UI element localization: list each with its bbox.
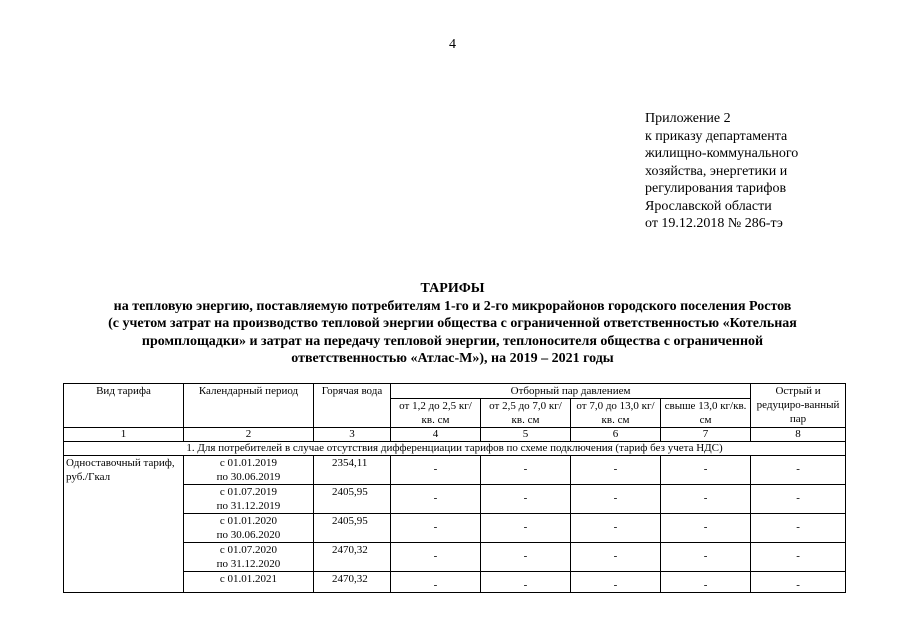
period-cell <box>184 456 314 485</box>
appendix-line: регулирования тарифов <box>645 181 787 196</box>
column-number-row <box>64 428 846 442</box>
heading-line: ответственностью «Атлас-М»), на 2019 – 2021 годы <box>291 351 614 366</box>
steam-3-value: - <box>571 572 661 593</box>
period-to: по 30.06.2020 <box>216 529 281 541</box>
period-cell <box>184 514 314 543</box>
steam-2-value: - <box>481 572 571 593</box>
period-to: по 30.06.2019 <box>216 471 281 483</box>
header-hot-water: Горячая вода <box>314 384 391 428</box>
period-from: с 01.07.2020 <box>219 544 278 556</box>
header-steam-1: от 1,2 до 2,5 кг/кв. см <box>391 399 481 428</box>
steam-1-value: - <box>391 485 481 514</box>
hot-water-value: 2470,32 <box>314 572 391 593</box>
column-number: 1 <box>64 428 184 442</box>
period-from: с 01.07.2019 <box>219 486 278 498</box>
heading-title: ТАРИФЫ <box>420 281 485 296</box>
steam-2-value: - <box>481 456 571 485</box>
period-cell <box>184 543 314 572</box>
appendix-block <box>645 110 895 233</box>
sharp-steam-value: - <box>751 456 846 485</box>
column-number: 6 <box>571 428 661 442</box>
steam-3-value: - <box>571 485 661 514</box>
page-number: 4 <box>449 37 456 52</box>
period-from: с 01.01.2021 <box>219 573 278 585</box>
steam-4-value: - <box>661 514 751 543</box>
appendix-line: Ярославской области <box>645 198 772 214</box>
column-number: 5 <box>481 428 571 442</box>
steam-1-value: - <box>391 514 481 543</box>
hot-water-value: 2405,95 <box>314 485 391 514</box>
steam-2-value: - <box>481 514 571 543</box>
document-heading <box>40 280 865 368</box>
column-number: 7 <box>661 428 751 442</box>
sharp-steam-value: - <box>751 572 846 593</box>
sharp-steam-value: - <box>751 514 846 543</box>
hot-water-value: 2405,95 <box>314 514 391 543</box>
section-row <box>64 442 846 456</box>
appendix-line: жилищно-коммунального <box>645 146 799 161</box>
steam-4-value: - <box>661 543 751 572</box>
tariff-table <box>63 383 846 593</box>
appendix-line: от 19.12.2018 № 286-тэ <box>645 216 783 231</box>
period-from: с 01.01.2020 <box>219 515 278 527</box>
section-title: 1. Для потребителей в случае отсутствия дифференциации тарифов по схеме подключения (тариф без учета НДС) <box>64 442 846 456</box>
steam-2-value: - <box>481 543 571 572</box>
header-steam-3: от 7,0 до 13,0 кг/кв. см <box>571 399 661 428</box>
heading-line: (с учетом затрат на производство тепловой энергии общества с ограниченной ответственностью «Котельная <box>108 316 797 331</box>
header-sharp-steam: Острый и редуциро-ванный пар <box>751 384 846 428</box>
column-number: 4 <box>391 428 481 442</box>
header-steam-group: Отборный пар давлением <box>391 384 751 399</box>
hot-water-value: 2470,32 <box>314 543 391 572</box>
tariff-label: Одноставочный тариф, руб./Гкал <box>64 456 184 593</box>
steam-1-value: - <box>391 543 481 572</box>
steam-4-value: - <box>661 485 751 514</box>
steam-3-value: - <box>571 514 661 543</box>
steam-1-value: - <box>391 456 481 485</box>
column-number: 2 <box>184 428 314 442</box>
steam-2-value: - <box>481 485 571 514</box>
steam-4-value: - <box>661 456 751 485</box>
header-tariff-type: Вид тарифа <box>64 384 184 428</box>
sharp-steam-value: - <box>751 543 846 572</box>
steam-1-value: - <box>391 572 481 593</box>
column-number: 8 <box>751 428 846 442</box>
hot-water-value: 2354,11 <box>314 456 391 485</box>
period-to: по 31.12.2019 <box>216 500 281 512</box>
header-steam-4: свыше 13,0 кг/кв. см <box>661 399 751 428</box>
period-cell <box>184 485 314 514</box>
period-to: по 31.12.2020 <box>216 558 281 570</box>
period-from: с 01.01.2019 <box>219 457 278 469</box>
header-period: Календарный период <box>184 384 314 428</box>
steam-4-value: - <box>661 572 751 593</box>
sharp-steam-value: - <box>751 485 846 514</box>
header-row <box>64 384 846 399</box>
table-row <box>64 456 846 485</box>
appendix-line: к приказу департамента <box>645 128 788 144</box>
column-number: 3 <box>314 428 391 442</box>
header-steam-2: от 2,5 до 7,0 кг/кв. см <box>481 399 571 428</box>
steam-3-value: - <box>571 456 661 485</box>
appendix-line: хозяйства, энергетики и <box>645 163 788 179</box>
heading-line: на тепловую энергию, поставляемую потребителям 1-го и 2-го микрорайонов городского поселения Ростов <box>113 298 792 314</box>
steam-3-value: - <box>571 543 661 572</box>
appendix-line: Приложение 2 <box>645 111 731 126</box>
period-cell <box>184 572 314 593</box>
heading-line: промплощадки» и затрат на передачу тепловой энергии, теплоносителя общества с ограниченной <box>141 333 764 349</box>
